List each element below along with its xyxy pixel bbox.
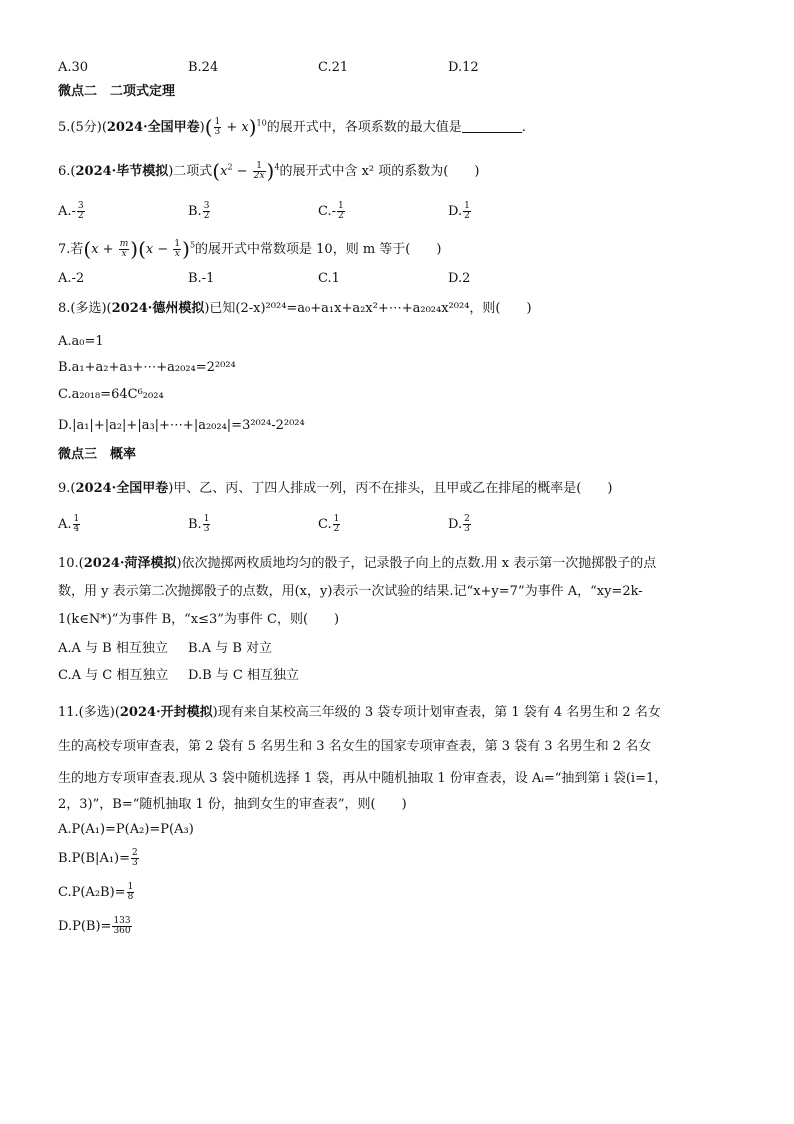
q11-option-b: B.P(B|A₁)= $\frac{2}{3}$ bbox=[58, 848, 138, 868]
q6-option-b: B. $\frac{3}{2}$ bbox=[188, 201, 210, 221]
q9-option-c: C. $\frac{1}{2}$ bbox=[318, 514, 340, 534]
question-10-line-2: 数，用 y 表示第二次抛掷骰子的点数，用(x，y)表示一次试验的结果.记“x+y=7”为事件 A，“xy=2k- bbox=[58, 584, 643, 599]
section-heading-binomial: 微点二 二项式定理 bbox=[58, 84, 176, 99]
question-11-line-3: 生的地方专项审查表.现从 3 袋中随机选择 1 袋，再从中随机抽取 1 份审查表，设 Aᵢ=“抽到第 i 袋(i=1， bbox=[58, 771, 668, 786]
q9-option-d: D. $\frac{2}{3}$ bbox=[448, 514, 470, 534]
question-11-line-2: 生的高校专项审查表，第 2 袋有 5 名男生和 3 名女生的国家专项审查表，第 3 袋有 3 名男生和 2 名女 bbox=[58, 739, 652, 754]
q7-option-a: A.-2 bbox=[58, 271, 85, 286]
source-label: 2024·全国甲卷 bbox=[75, 481, 169, 496]
source-label: 2024·开封模拟 bbox=[119, 705, 213, 720]
option-d: D.12 bbox=[448, 60, 479, 75]
source-label: 2024·毕节模拟 bbox=[75, 164, 169, 179]
q9-option-a: A. $\frac{1}{4}$ bbox=[58, 514, 80, 534]
question-10: 10.(2024·菏泽模拟)依次抛掷两枚质地均匀的骰子，记录骰子向上的点数.用 x 表示第一次抛掷骰子的点 bbox=[58, 556, 657, 571]
q7-option-c: C.1 bbox=[318, 271, 340, 286]
q10-option-d: D.B 与 C 相互独立 bbox=[188, 668, 299, 683]
option-c: C.21 bbox=[318, 60, 349, 75]
answer-blank bbox=[462, 120, 522, 133]
q7-option-d: D.2 bbox=[448, 271, 471, 286]
q6-option-a: A.- $\frac{3}{2}$ bbox=[58, 201, 84, 221]
q8-option-d: D.|a₁|+|a₂|+|a₃|+⋯+|a₂₀₂₄|=3²⁰²⁴-2²⁰²⁴ bbox=[58, 418, 305, 433]
source-label: 2024·全国甲卷 bbox=[106, 120, 200, 135]
q11-option-c: C.P(A₂B)= $\frac{1}{8}$ bbox=[58, 882, 134, 902]
q11-option-d: D.P(B)= $\frac{133}{360}$ bbox=[58, 916, 131, 936]
section-heading-probability: 微点三 概率 bbox=[58, 447, 137, 462]
q8-option-a: A.a₀=1 bbox=[58, 334, 104, 349]
option-a: A.30 bbox=[58, 60, 89, 75]
source-label: 2024·菏泽模拟 bbox=[83, 556, 177, 571]
question-5: 5.(5分)(2024·全国甲卷)( $\frac{1}{3}$ + x)$^{10}$的展开式中，各项系数的最大值是 . bbox=[58, 115, 526, 139]
q10-option-a: A.A 与 B 相互独立 bbox=[58, 641, 168, 656]
question-7: 7.若(x + $\frac{m}{x}$ )(x − $\frac{1}{x}$ )$^5$的展开式中常数项是 10，则 m 等于( ) bbox=[58, 237, 442, 261]
source-label: 2024·德州模拟 bbox=[111, 301, 205, 316]
question-6: 6.(2024·毕节模拟)二项式($x^2$ − $\frac{1}{2x}$ )$^4$的展开式中含 x² 项的系数为( ) bbox=[58, 159, 480, 183]
q6-option-c: C.- $\frac{1}{2}$ bbox=[318, 201, 344, 221]
q9-option-b: B. $\frac{1}{3}$ bbox=[188, 514, 210, 534]
q10-option-b: B.A 与 B 对立 bbox=[188, 641, 273, 656]
q11-option-a: A.P(A₁)=P(A₂)=P(A₃) bbox=[58, 822, 194, 837]
question-11: 11.(多选)(2024·开封模拟)现有来自某校高三年级的 3 袋专项计划审查表，第 1 袋有 4 名男生和 2 名女 bbox=[58, 705, 661, 720]
q8-option-c: C.a₂₀₁₈=64C⁶₂₀₂₄ bbox=[58, 387, 164, 402]
q6-option-d: D. $\frac{1}{2}$ bbox=[448, 201, 470, 221]
q8-option-b: B.a₁+a₂+a₃+⋯+a₂₀₂₄=2²⁰²⁴ bbox=[58, 360, 236, 375]
question-10-line-3: 1(k∈N*)”为事件 B，“x≤3”为事件 C，则( ) bbox=[58, 612, 340, 627]
question-8: 8.(多选)(2024·德州模拟)已知(2-x)²⁰²⁴=a₀+a₁x+a₂x²+⋯+a₂₀₂₄x²⁰²⁴，则( ) bbox=[58, 301, 532, 316]
option-b: B.24 bbox=[188, 60, 219, 75]
q7-option-b: B.-1 bbox=[188, 271, 215, 286]
q10-option-c: C.A 与 C 相互独立 bbox=[58, 668, 169, 683]
question-11-line-4: 2，3)”，B=“随机抽取 1 份，抽到女生的审查表”，则( ) bbox=[58, 797, 407, 812]
question-9: 9.(2024·全国甲卷)甲、乙、丙、丁四人排成一列，丙不在排头，且甲或乙在排尾的概率是( ) bbox=[58, 481, 613, 496]
